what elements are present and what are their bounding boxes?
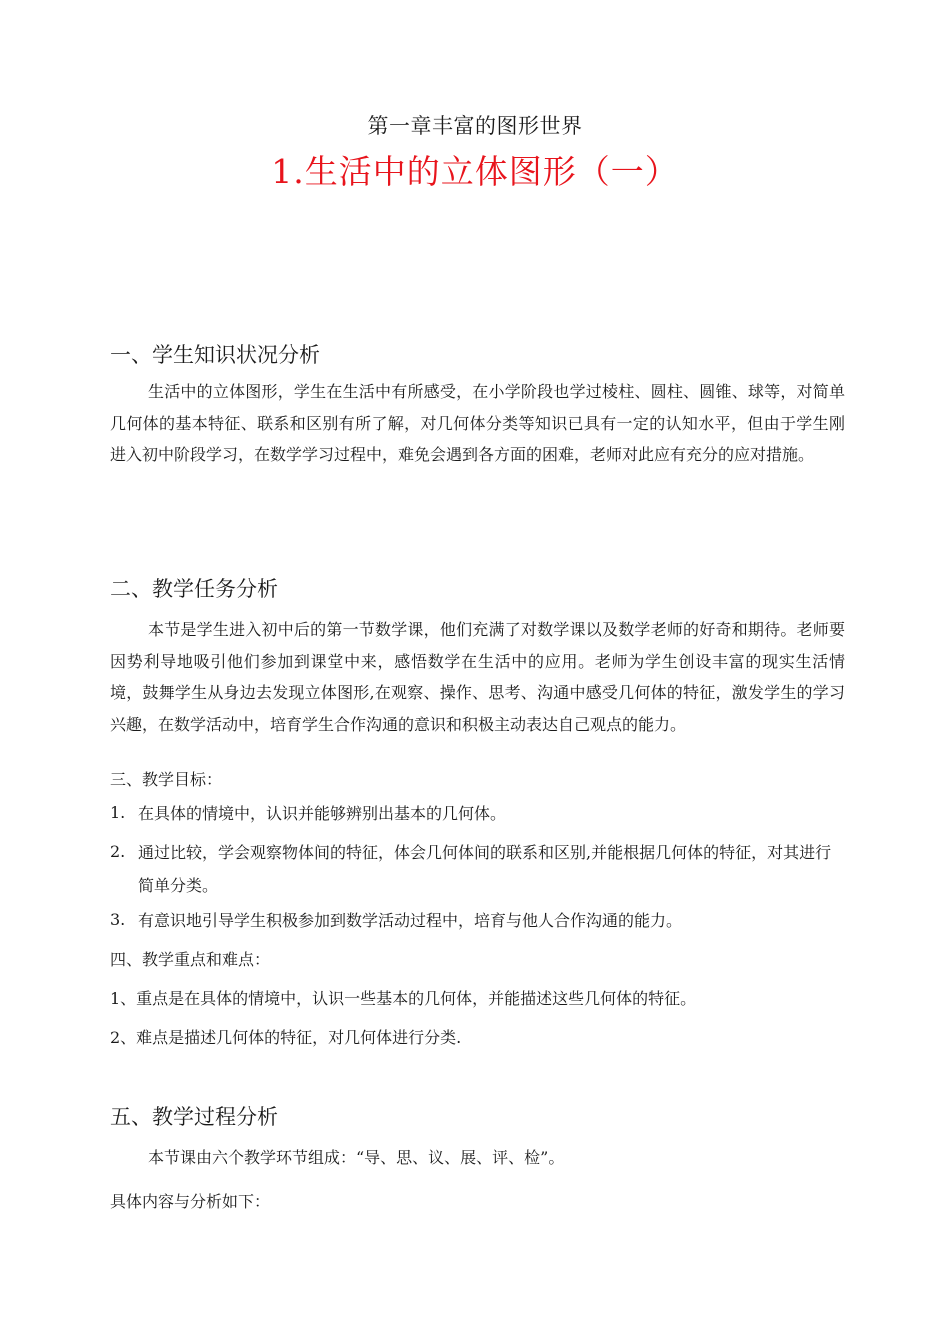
section-paragraph-process: 本节课由六个教学环节组成：“导、思、议、展、评、检”。	[148, 1148, 565, 1167]
lesson-title: 1.生活中的立体图形（一）	[271, 152, 679, 191]
keypoint-item: 2、难点是描述几何体的特征，对几何体进行分类.	[110, 1028, 462, 1047]
list-item-text: 有意识地引导学生积极参加到数学活动过程中，培育与他人合作沟通的能力。	[138, 911, 683, 930]
list-item-number: 2.	[110, 842, 126, 861]
section-heading-knowledge: 一、学生知识状况分析	[110, 343, 320, 367]
section-paragraph-task: 本节是学生进入初中后的第一节数学课，他们充满了对数学课以及数学老师的好奇和期待。老师要因势利导地吸引他们参加到课堂中来，感悟数学在生活中的应用。老师为学生创设丰富的现实生活情境，鼓舞学生从身边去发现立体图形,在观察、操作、思考、沟通中感受几何体的特征，激发学生的学习兴趣，在数学活动中，培育学生合作沟通的意识和积极主动表达自己观点的能力。	[110, 620, 845, 734]
section-heading-goals: 三、教学目标：	[110, 770, 223, 789]
keypoint-item: 1、重点是在具体的情境中，认识一些基本的几何体，并能描述这些几何体的特征。	[110, 989, 697, 1008]
chapter-title: 第一章丰富的图形世界	[367, 114, 583, 138]
list-item-number: 3.	[110, 910, 126, 929]
section-heading-process: 五、教学过程分析	[110, 1105, 278, 1129]
list-item-text: 在具体的情境中，认识并能够辨别出基本的几何体。	[138, 804, 507, 823]
section-heading-keypoints: 四、教学重点和难点：	[110, 950, 271, 969]
section-heading-task: 二、教学任务分析	[110, 577, 278, 601]
list-item-number: 1.	[110, 803, 126, 822]
list-item-text: 通过比较，学会观察物体间的特征，体会几何体间的联系和区别,并能根据几何体的特征，对其进行简单分类。	[138, 843, 832, 895]
section-tail-text: 具体内容与分析如下：	[110, 1192, 271, 1211]
section-paragraph-knowledge: 生活中的立体图形，学生在生活中有所感受，在小学阶段也学过棱柱、圆柱、圆锥、球等，对简单几何体的基本特征、联系和区别有所了解，对几何体分类等知识已具有一定的认知水平，但由于学生刚进入初中阶段学习，在数学学习过程中，难免会遇到各方面的困难，老师对此应有充分的应对措施。	[110, 382, 845, 464]
